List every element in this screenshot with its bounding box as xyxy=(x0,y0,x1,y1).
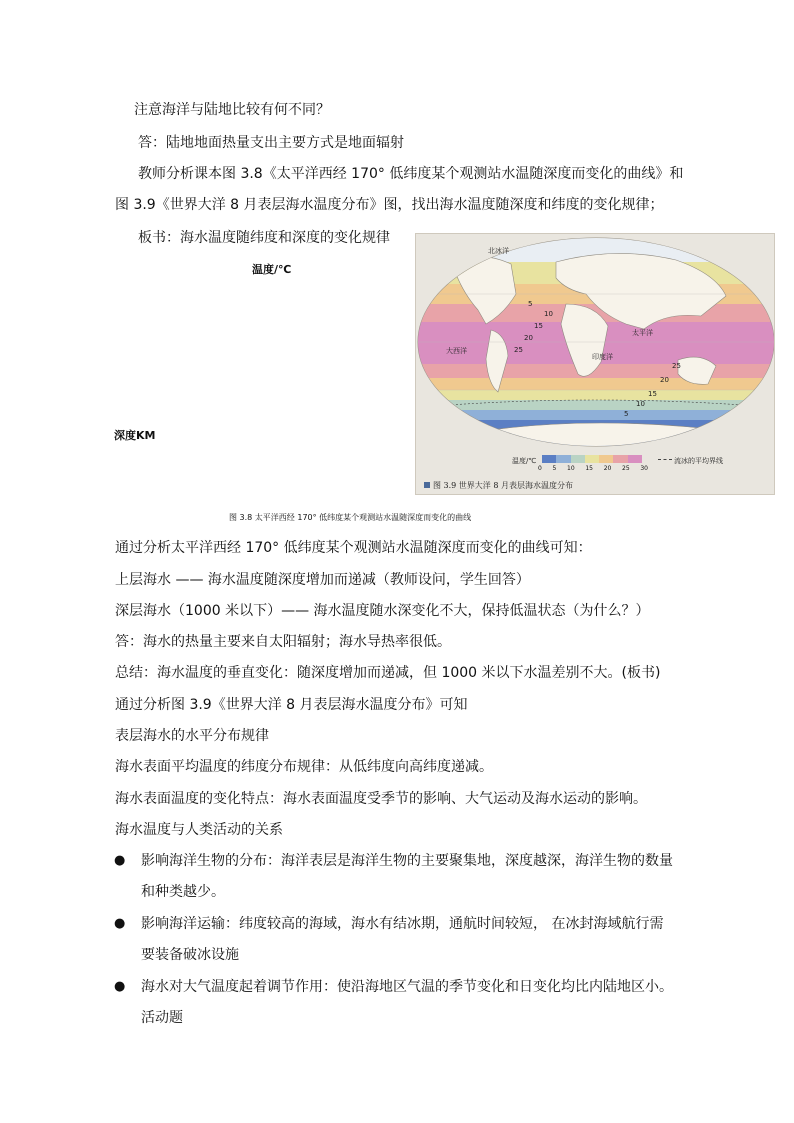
chart-ylabel: 温度/℃ xyxy=(252,263,292,276)
legend-swatch xyxy=(556,455,570,463)
contour-label: 20 xyxy=(660,376,669,384)
text-line: 海水温度与人类活动的关系 xyxy=(115,822,283,838)
text-line: 注意海洋与陆地比较有何不同？ xyxy=(134,102,330,118)
text-line: 海水表面平均温度的纬度分布规律：从低纬度向高纬度递减。 xyxy=(115,759,493,775)
legend-value: 20 xyxy=(603,465,612,472)
figure-caption xyxy=(424,480,573,491)
text-line: 答：陆地地面热量支出主要方式是地面辐射 xyxy=(138,135,404,151)
bullet-text: 活动题 xyxy=(141,1010,183,1026)
figure-caption: 图 3.8 太平洋西经 170° 低纬度某个观测站水温随深度而变化的曲线 xyxy=(229,513,472,522)
legend-title: 温度/℃ xyxy=(512,457,537,465)
contour-label: 10 xyxy=(544,310,553,318)
legend-value: 15 xyxy=(585,465,593,472)
bullet-text: 和种类越少。 xyxy=(141,884,225,900)
legend-scale xyxy=(542,455,642,463)
text-line: 表层海水的水平分布规律 xyxy=(115,728,269,744)
legend-values xyxy=(538,465,648,472)
legend-value: 30 xyxy=(640,465,648,472)
text-line: 通过分析图 3.9《世界大洋 8 月表层海水温度分布》可知 xyxy=(115,697,468,713)
figure-caption-text: 图 3.9 世界大洋 8 月表层海水温度分布 xyxy=(433,481,573,490)
text-line: 答：海水的热量主要来自太阳辐射；海水导热率很低。 xyxy=(115,634,451,650)
contour-label: 5 xyxy=(528,300,533,308)
text-line: 总结：海水温度的垂直变化：随深度增加而递减，但 1000 米以下水温差别不大。(板书) xyxy=(115,665,661,681)
legend-swatch xyxy=(542,455,556,463)
bullet-icon: ● xyxy=(114,853,126,868)
bullet-text: 海水对大气温度起着调节作用：使沿海地区气温的季节变化和日变化均比内陆地区小。 xyxy=(141,979,673,995)
legend-value: 0 xyxy=(538,465,542,472)
bullet-icon: ● xyxy=(114,916,126,931)
text-line: 深层海水（1000 米以下）—— 海水温度随水深变化不大，保持低温状态（为什么？） xyxy=(115,603,650,619)
ocean-label: 印度洋 xyxy=(592,353,613,361)
contour-label: 5 xyxy=(624,410,629,418)
legend-swatch xyxy=(585,455,599,463)
contour-label: 20 xyxy=(524,334,533,342)
ocean-label: 太平洋 xyxy=(632,329,653,337)
bullet-icon: ● xyxy=(114,979,126,994)
legend-swatch xyxy=(628,455,642,463)
world-ocean-temperature-map xyxy=(415,233,775,495)
contour-label: 15 xyxy=(648,390,657,398)
legend-swatch xyxy=(599,455,613,463)
text-line: 教师分析课本图 3.8《太平洋西经 170° 低纬度某个观测站水温随深度而变化的曲线》和 xyxy=(138,166,684,182)
ice-line-label: 流冰的平均界线 xyxy=(674,457,723,465)
text-line: 通过分析太平洋西经 170° 低纬度某个观测站水温随深度而变化的曲线可知： xyxy=(115,540,592,556)
bullet-text: 影响海洋运输：纬度较高的海域，海水有结冰期，通航时间较短， 在冰封海域航行需 xyxy=(141,916,664,932)
caption-marker-icon xyxy=(424,482,430,488)
contour-label: 10 xyxy=(636,400,645,408)
legend-value: 5 xyxy=(552,465,557,472)
contour-label: 25 xyxy=(672,362,681,370)
text-line: 图 3.9《世界大洋 8 月表层海水温度分布》图，找出海水温度随深度和纬度的变化规律； xyxy=(115,197,664,213)
legend-swatch xyxy=(613,455,627,463)
ice-line-symbol xyxy=(658,459,672,460)
bullet-text: 影响海洋生物的分布：海洋表层是海洋生物的主要聚集地，深度越深，海洋生物的数量 xyxy=(141,853,673,869)
contour-label: 25 xyxy=(514,346,523,354)
text-line: 上层海水 —— 海水温度随深度增加而递减（教师设问，学生回答） xyxy=(115,572,530,588)
ocean-label: 大西洋 xyxy=(446,347,467,355)
legend-swatch xyxy=(571,455,585,463)
legend-value: 10 xyxy=(567,465,575,472)
text-line: 海水表面温度的变化特点：海水表面温度受季节的影响、大气运动及海水运动的影响。 xyxy=(115,791,647,807)
text-line: 板书：海水温度随纬度和深度的变化规律 xyxy=(138,230,390,246)
contour-label: 15 xyxy=(534,322,543,330)
bullet-text: 要装备破冰设施 xyxy=(141,947,239,963)
legend-value: 25 xyxy=(622,465,630,472)
chart-xlabel: 深度KM xyxy=(114,429,156,442)
ocean-label: 北冰洋 xyxy=(488,247,509,255)
